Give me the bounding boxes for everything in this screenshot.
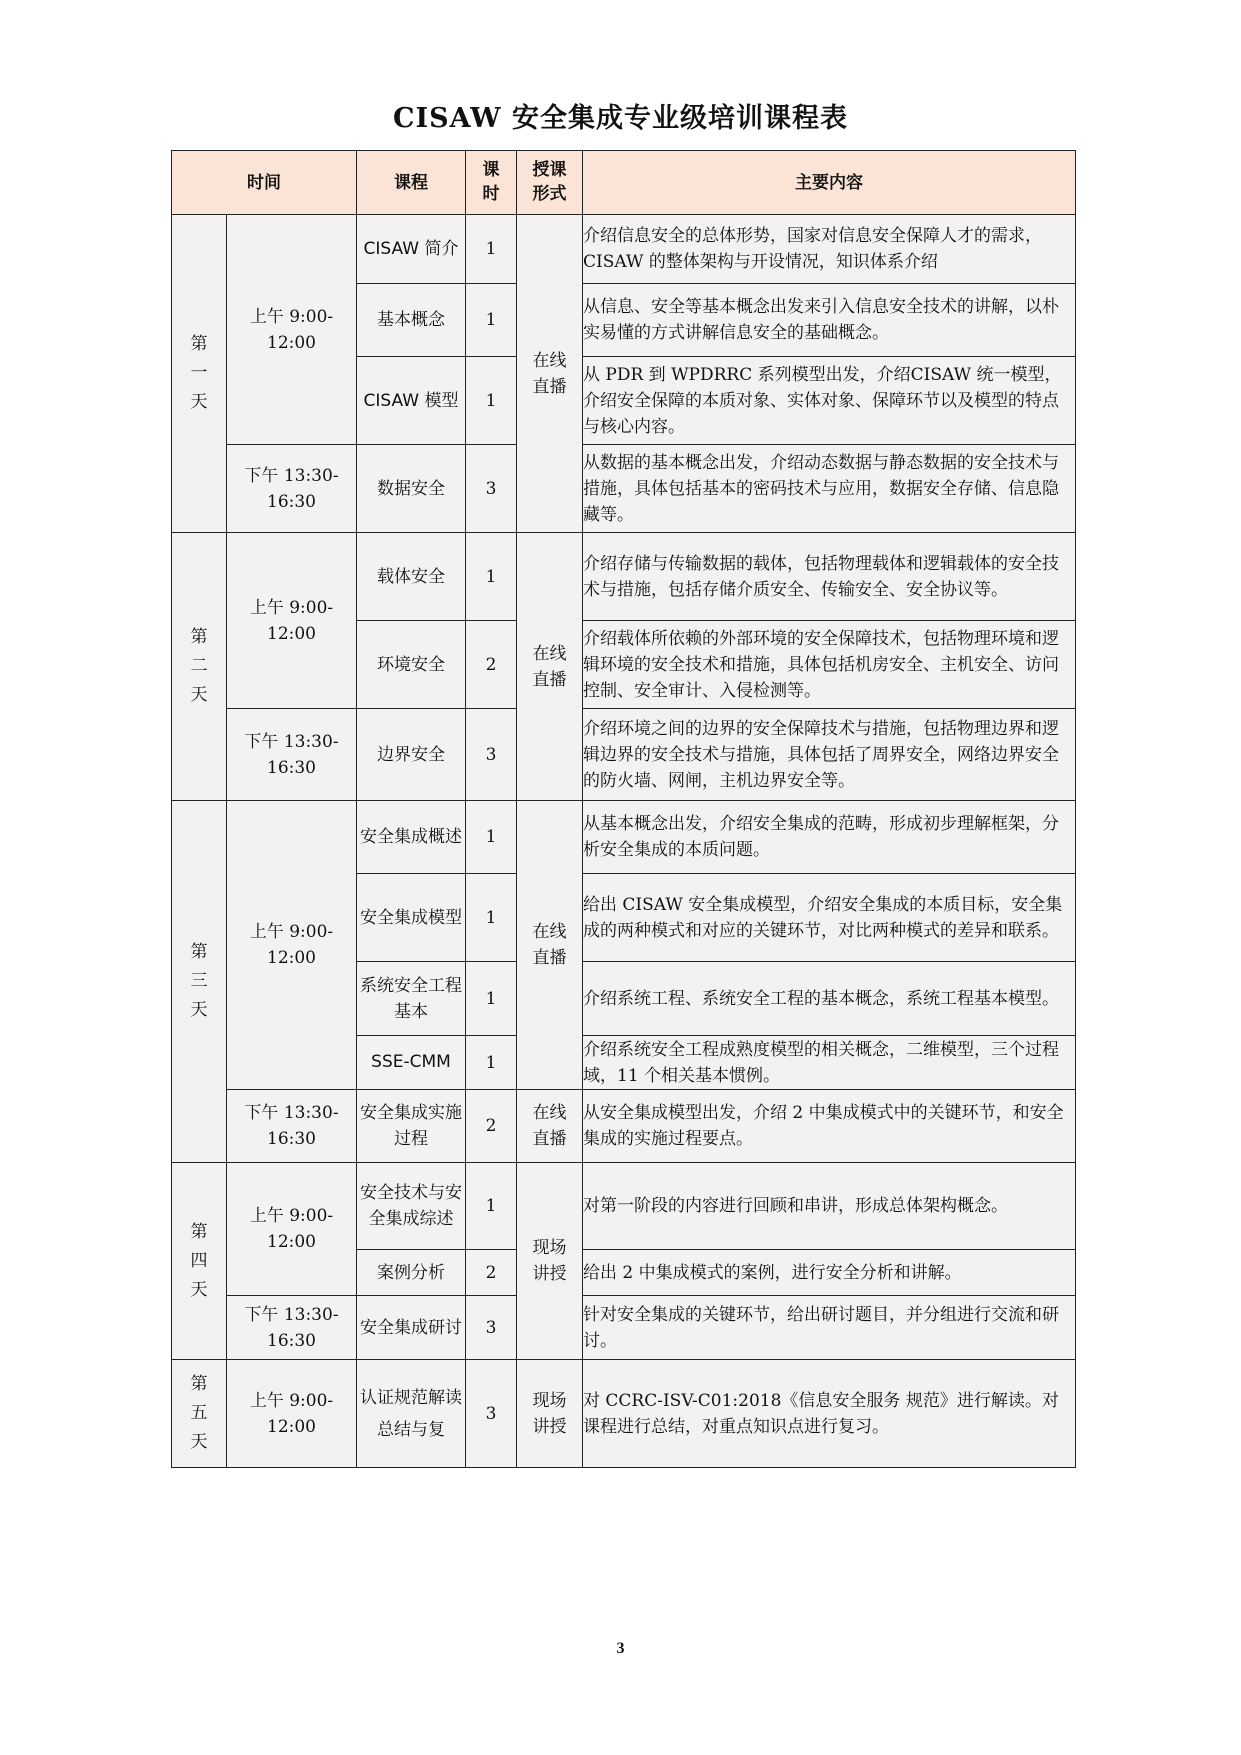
time-cell: 上午 9:00-12:00 — [227, 1360, 357, 1468]
time-cell: 下午 13:30-16:30 — [227, 445, 357, 533]
course-cell: 认证规范解读 总结与复 — [357, 1360, 466, 1468]
table-header-row — [172, 151, 1076, 215]
content-cell: 给出 CISAW 安全集成模型，介绍安全集成的本质目标，安全集成的两种模式和对应的关键环节，对比两种模式的差异和联系。 — [583, 874, 1076, 962]
hours-cell: 3 — [466, 1360, 517, 1468]
day-cell: 第二天 — [172, 533, 227, 801]
hours-cell: 2 — [466, 621, 517, 709]
course-cell: 安全集成概述 — [357, 801, 466, 874]
table-row — [172, 1090, 1076, 1163]
table-row — [172, 709, 1076, 801]
course-schedule-table — [171, 150, 1076, 1468]
form-cell: 在线直播 — [517, 215, 583, 533]
day-cell: 第五天 — [172, 1360, 227, 1468]
time-cell: 上午 9:00-12:00 — [227, 215, 357, 445]
course-cell: 安全技术与安全集成综述 — [357, 1163, 466, 1250]
hours-cell: 1 — [466, 215, 517, 284]
header-time: 时间 — [172, 151, 357, 215]
course-cell: 数据安全 — [357, 445, 466, 533]
hours-cell: 1 — [466, 533, 517, 621]
hours-cell: 3 — [466, 445, 517, 533]
table-row — [172, 215, 1076, 284]
content-cell: 介绍信息安全的总体形势，国家对信息安全保障人才的需求，CISAW 的整体架构与开设情况，知识体系介绍 — [583, 215, 1076, 284]
hours-cell: 2 — [466, 1090, 517, 1163]
hours-cell: 1 — [466, 874, 517, 962]
form-cell: 在线直播 — [517, 533, 583, 801]
course-cell: 安全集成研讨 — [357, 1296, 466, 1360]
course-cell: CISAW 简介 — [357, 215, 466, 284]
content-cell: 从安全集成模型出发，介绍 2 中集成模式中的关键环节，和安全集成的实施过程要点。 — [583, 1090, 1076, 1163]
content-cell: 介绍环境之间的边界的安全保障技术与措施，包括物理边界和逻辑边界的安全技术与措施，具体包括了周界安全，网络边界安全的防火墙、网闸，主机边界安全等。 — [583, 709, 1076, 801]
course-cell: 边界安全 — [357, 709, 466, 801]
course-cell: 安全集成模型 — [357, 874, 466, 962]
course-cell: 案例分析 — [357, 1250, 466, 1296]
table-row — [172, 1296, 1076, 1360]
day-cell: 第四天 — [172, 1163, 227, 1360]
header-content: 主要内容 — [583, 151, 1076, 215]
page-title: CISAW 安全集成专业级培训课程表 — [393, 103, 848, 134]
hours-cell: 1 — [466, 284, 517, 357]
content-cell: 给出 2 中集成模式的案例，进行安全分析和讲解。 — [583, 1250, 1076, 1296]
course-cell: CISAW 模型 — [357, 357, 466, 445]
time-cell: 下午 13:30-16:30 — [227, 1090, 357, 1163]
hours-cell: 2 — [466, 1250, 517, 1296]
content-cell: 介绍系统安全工程成熟度模型的相关概念，二维模型，三个过程域，11 个相关基本惯例。 — [583, 1036, 1076, 1090]
day-cell: 第三天 — [172, 801, 227, 1163]
form-cell: 在线直播 — [517, 1090, 583, 1163]
form-cell: 现场讲授 — [517, 1360, 583, 1468]
content-cell: 从数据的基本概念出发，介绍动态数据与静态数据的安全技术与措施，具体包括基本的密码技术与应用，数据安全存储、信息隐藏等。 — [583, 445, 1076, 533]
hours-cell: 1 — [466, 1163, 517, 1250]
hours-cell: 1 — [466, 357, 517, 445]
day-cell: 第一天 — [172, 215, 227, 533]
header-course: 课程 — [357, 151, 466, 215]
time-cell: 上午 9:00-12:00 — [227, 801, 357, 1090]
content-cell: 介绍存储与传输数据的载体，包括物理载体和逻辑载体的安全技术与措施，包括存储介质安全、传输安全、安全协议等。 — [583, 533, 1076, 621]
hours-cell: 3 — [466, 1296, 517, 1360]
course-cell: SSE-CMM — [357, 1036, 466, 1090]
table-row — [172, 801, 1076, 874]
table-row — [172, 1360, 1076, 1468]
content-cell: 介绍系统工程、系统安全工程的基本概念，系统工程基本模型。 — [583, 962, 1076, 1036]
content-cell: 从 PDR 到 WPDRRC 系列模型出发，介绍CISAW 统一模型，介绍安全保障的本质对象、实体对象、保障环节以及模型的特点与核心内容。 — [583, 357, 1076, 445]
content-cell: 对 CCRC-ISV-C01:2018《信息安全服务 规范》进行解读。对课程进行总结，对重点知识点进行复习。 — [583, 1360, 1076, 1468]
content-cell: 介绍载体所依赖的外部环境的安全保障技术，包括物理环境和逻辑环境的安全技术和措施，具体包括机房安全、主机安全、访问控制、安全审计、入侵检测等。 — [583, 621, 1076, 709]
hours-cell: 1 — [466, 962, 517, 1036]
time-cell: 下午 13:30-16:30 — [227, 709, 357, 801]
course-cell: 载体安全 — [357, 533, 466, 621]
course-cell: 系统安全工程基本 — [357, 962, 466, 1036]
course-cell: 基本概念 — [357, 284, 466, 357]
header-hours: 课时 — [466, 151, 517, 215]
table-row — [172, 445, 1076, 533]
content-cell: 针对安全集成的关键环节，给出研讨题目，并分组进行交流和研讨。 — [583, 1296, 1076, 1360]
course-cell: 安全集成实施过程 — [357, 1090, 466, 1163]
form-cell: 在线直播 — [517, 801, 583, 1090]
page-number: 3 — [616, 1640, 625, 1657]
content-cell: 从信息、安全等基本概念出发来引入信息安全技术的讲解，以朴实易懂的方式讲解信息安全的基础概念。 — [583, 284, 1076, 357]
time-cell: 上午 9:00-12:00 — [227, 533, 357, 709]
table-row — [172, 1163, 1076, 1250]
time-cell: 上午 9:00-12:00 — [227, 1163, 357, 1296]
course-cell: 环境安全 — [357, 621, 466, 709]
hours-cell: 1 — [466, 1036, 517, 1090]
hours-cell: 3 — [466, 709, 517, 801]
header-form: 授课形式 — [517, 151, 583, 215]
table-row — [172, 533, 1076, 621]
content-cell: 从基本概念出发，介绍安全集成的范畴，形成初步理解框架，分析安全集成的本质问题。 — [583, 801, 1076, 874]
content-cell: 对第一阶段的内容进行回顾和串讲，形成总体架构概念。 — [583, 1163, 1076, 1250]
hours-cell: 1 — [466, 801, 517, 874]
form-cell: 现场讲授 — [517, 1163, 583, 1360]
time-cell: 下午 13:30-16:30 — [227, 1296, 357, 1360]
